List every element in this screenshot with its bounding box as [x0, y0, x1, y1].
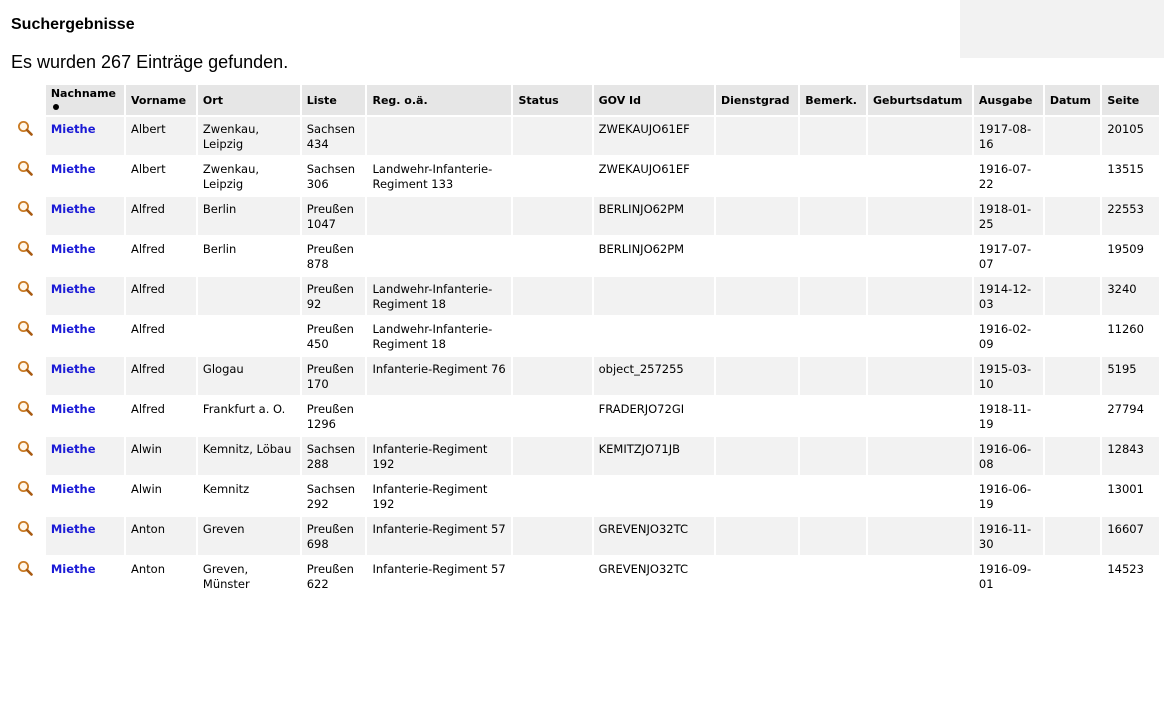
cell-dienstgrad [716, 317, 798, 355]
row-detail-cell [13, 397, 44, 435]
cell-gov: ZWEKAUJO61EF [594, 157, 714, 195]
cell-ort [198, 277, 300, 315]
row-detail-cell [13, 437, 44, 475]
cell-datum [1045, 277, 1101, 315]
column-header-status[interactable] [513, 85, 591, 115]
column-header-label: Bemerk. [805, 93, 857, 107]
cell-nachname [46, 477, 124, 515]
cell-dienstgrad [716, 517, 798, 555]
cell-gov: GREVENJO32TC [594, 557, 714, 595]
cell-seite: 16607 [1102, 517, 1159, 555]
cell-bemerk [800, 557, 866, 595]
cell-reg: Infanterie-Regiment 192 [367, 437, 511, 475]
column-header-label: Status [518, 93, 559, 107]
table-header-row [13, 85, 1159, 115]
header-icon-col [13, 85, 44, 115]
cell-seite: 13515 [1102, 157, 1159, 195]
cell-bemerk [800, 117, 866, 155]
cell-dienstgrad [716, 397, 798, 435]
cell-status [513, 117, 591, 155]
cell-nachname [46, 197, 124, 235]
cell-nachname [46, 157, 124, 195]
cell-datum [1045, 357, 1101, 395]
cell-datum [1045, 117, 1101, 155]
cell-nachname [46, 517, 124, 555]
cell-seite: 12843 [1102, 437, 1159, 475]
cell-datum [1045, 157, 1101, 195]
cell-bemerk [800, 517, 866, 555]
row-detail-cell [13, 317, 44, 355]
cell-liste: Sachsen 434 [302, 117, 366, 155]
cell-vorname: Alfred [126, 357, 196, 395]
column-header-ort[interactable] [198, 85, 300, 115]
cell-bemerk [800, 197, 866, 235]
magnifier-icon[interactable] [17, 120, 33, 136]
cell-dienstgrad [716, 437, 798, 475]
cell-geburtsdatum [868, 517, 972, 555]
cell-nachname [46, 117, 124, 155]
table-row [13, 117, 1159, 155]
surname-link[interactable]: Miethe [50, 322, 96, 336]
surname-link[interactable]: Miethe [50, 202, 96, 216]
sidebar-panel [960, 0, 1164, 58]
cell-ort: Kemnitz [198, 477, 300, 515]
cell-geburtsdatum [868, 437, 972, 475]
cell-seite: 5195 [1102, 357, 1159, 395]
table-row [13, 237, 1159, 275]
cell-seite: 22553 [1102, 197, 1159, 235]
column-header-label: Datum [1049, 93, 1091, 107]
surname-link[interactable]: Miethe [50, 122, 96, 136]
table-row [13, 437, 1159, 475]
cell-status [513, 437, 591, 475]
surname-link[interactable]: Miethe [50, 162, 96, 176]
column-header-dienstgrad[interactable] [716, 85, 798, 115]
cell-geburtsdatum [868, 477, 972, 515]
cell-status [513, 357, 591, 395]
cell-liste: Preußen 622 [302, 557, 366, 595]
magnifier-icon[interactable] [17, 400, 33, 416]
cell-liste: Sachsen 288 [302, 437, 366, 475]
column-header-datum[interactable] [1045, 85, 1101, 115]
column-header-bemerk[interactable] [800, 85, 866, 115]
column-header-label: Reg. o.ä. [372, 93, 428, 107]
table-row [13, 317, 1159, 355]
cell-bemerk [800, 317, 866, 355]
magnifier-icon[interactable] [17, 440, 33, 456]
cell-ausgabe: 1916-09-01 [974, 557, 1043, 595]
cell-reg [367, 237, 511, 275]
cell-geburtsdatum [868, 317, 972, 355]
cell-seite: 14523 [1102, 557, 1159, 595]
cell-gov: object_257255 [594, 357, 714, 395]
magnifier-icon[interactable] [17, 480, 33, 496]
magnifier-icon[interactable] [17, 160, 33, 176]
column-header-label: Vorname [131, 93, 187, 107]
cell-status [513, 277, 591, 315]
table-row [13, 157, 1159, 195]
cell-ort: Zwenkau, Leipzig [198, 157, 300, 195]
cell-bemerk [800, 237, 866, 275]
cell-datum [1045, 517, 1101, 555]
cell-vorname: Alfred [126, 317, 196, 355]
column-header-label: Ort [202, 93, 223, 107]
cell-liste: Preußen 878 [302, 237, 366, 275]
cell-liste: Preußen 170 [302, 357, 366, 395]
page-title: Suchergebnisse [11, 16, 135, 33]
cell-reg: Landwehr-Infanterie-Regiment 18 [367, 277, 511, 315]
cell-gov: ZWEKAUJO61EF [594, 117, 714, 155]
cell-ort: Berlin [198, 197, 300, 235]
cell-gov: BERLINJO62PM [594, 237, 714, 275]
cell-ort: Greven, Münster [198, 557, 300, 595]
magnifier-icon[interactable] [17, 320, 33, 336]
cell-dienstgrad [716, 157, 798, 195]
cell-vorname: Anton [126, 517, 196, 555]
cell-nachname [46, 357, 124, 395]
cell-dienstgrad [716, 557, 798, 595]
row-detail-cell [13, 197, 44, 235]
cell-bemerk [800, 477, 866, 515]
cell-reg [367, 197, 511, 235]
row-detail-cell [13, 557, 44, 595]
surname-link[interactable]: Miethe [50, 282, 96, 296]
cell-datum [1045, 477, 1101, 515]
row-detail-cell [13, 117, 44, 155]
cell-ort: Kemnitz, Löbau [198, 437, 300, 475]
magnifier-icon[interactable] [17, 200, 33, 216]
cell-status [513, 517, 591, 555]
cell-ausgabe: 1918-01-25 [974, 197, 1043, 235]
cell-vorname: Alwin [126, 477, 196, 515]
magnifier-icon[interactable] [17, 280, 33, 296]
cell-nachname [46, 437, 124, 475]
cell-gov: GREVENJO32TC [594, 517, 714, 555]
row-detail-cell [13, 357, 44, 395]
cell-gov: FRADERJO72GI [594, 397, 714, 435]
cell-dienstgrad [716, 277, 798, 315]
row-detail-cell [13, 477, 44, 515]
column-header-label: Nachname [50, 87, 117, 100]
result-count: Es wurden 267 Einträge gefunden. [11, 52, 289, 72]
cell-gov: KEMITZJO71JB [594, 437, 714, 475]
magnifier-icon[interactable] [17, 240, 33, 256]
cell-vorname: Anton [126, 557, 196, 595]
cell-gov [594, 277, 714, 315]
surname-link[interactable]: Miethe [50, 482, 96, 496]
cell-nachname [46, 237, 124, 275]
column-header-label: Geburtsdatum [873, 93, 963, 107]
cell-ausgabe: 1916-11-30 [974, 517, 1043, 555]
cell-nachname [46, 317, 124, 355]
magnifier-icon[interactable] [17, 560, 33, 576]
cell-vorname: Alfred [126, 397, 196, 435]
cell-vorname: Albert [126, 117, 196, 155]
results-table [11, 83, 1161, 597]
cell-reg: Infanterie-Regiment 76 [367, 357, 511, 395]
magnifier-icon[interactable] [17, 520, 33, 536]
cell-dienstgrad [716, 237, 798, 275]
cell-ausgabe: 1917-07-07 [974, 237, 1043, 275]
row-detail-cell [13, 277, 44, 315]
cell-liste: Preußen 1047 [302, 197, 366, 235]
cell-dienstgrad [716, 197, 798, 235]
cell-reg: Infanterie-Regiment 57 [367, 557, 511, 595]
surname-link[interactable]: Miethe [50, 562, 96, 576]
table-row [13, 397, 1159, 435]
column-header-label: Ausgabe [978, 93, 1033, 107]
row-detail-cell [13, 237, 44, 275]
column-header-reg-o[interactable] [367, 85, 511, 115]
cell-liste: Sachsen 306 [302, 157, 366, 195]
column-header-seite[interactable] [1102, 85, 1159, 115]
surname-link[interactable]: Miethe [50, 242, 96, 256]
column-header-liste[interactable] [302, 85, 366, 115]
cell-geburtsdatum [868, 117, 972, 155]
cell-datum [1045, 237, 1101, 275]
column-header-vorname[interactable] [126, 85, 196, 115]
cell-bemerk [800, 157, 866, 195]
cell-vorname: Albert [126, 157, 196, 195]
cell-ort: Zwenkau, Leipzig [198, 117, 300, 155]
cell-geburtsdatum [868, 277, 972, 315]
cell-bemerk [800, 437, 866, 475]
surname-link[interactable]: Miethe [50, 442, 96, 456]
cell-nachname [46, 397, 124, 435]
cell-seite: 19509 [1102, 237, 1159, 275]
cell-ausgabe: 1918-11-19 [974, 397, 1043, 435]
cell-reg [367, 397, 511, 435]
cell-geburtsdatum [868, 557, 972, 595]
cell-liste: Preußen 450 [302, 317, 366, 355]
cell-reg: Landwehr-Infanterie-Regiment 133 [367, 157, 511, 195]
column-header-label: Liste [306, 93, 337, 107]
cell-vorname: Alfred [126, 197, 196, 235]
cell-gov: BERLINJO62PM [594, 197, 714, 235]
cell-status [513, 557, 591, 595]
cell-ort: Greven [198, 517, 300, 555]
cell-reg: Landwehr-Infanterie-Regiment 18 [367, 317, 511, 355]
table-row [13, 197, 1159, 235]
cell-gov [594, 477, 714, 515]
cell-status [513, 397, 591, 435]
cell-seite: 11260 [1102, 317, 1159, 355]
row-detail-cell [13, 517, 44, 555]
cell-bemerk [800, 357, 866, 395]
cell-dienstgrad [716, 477, 798, 515]
cell-vorname: Alwin [126, 437, 196, 475]
column-header-geburtsdatum[interactable] [868, 85, 972, 115]
table-row [13, 557, 1159, 595]
column-header-nachname[interactable] [46, 85, 124, 115]
cell-liste: Preußen 92 [302, 277, 366, 315]
sort-indicator-icon [53, 104, 59, 110]
cell-ausgabe: 1917-08-16 [974, 117, 1043, 155]
cell-geburtsdatum [868, 197, 972, 235]
cell-status [513, 317, 591, 355]
cell-ausgabe: 1915-03-10 [974, 357, 1043, 395]
cell-ausgabe: 1914-12-03 [974, 277, 1043, 315]
results-body [13, 117, 1159, 595]
surname-link[interactable]: Miethe [50, 522, 96, 536]
cell-status [513, 237, 591, 275]
cell-liste: Sachsen 292 [302, 477, 366, 515]
table-row [13, 477, 1159, 515]
cell-datum [1045, 397, 1101, 435]
cell-datum [1045, 317, 1101, 355]
row-detail-cell [13, 157, 44, 195]
magnifier-icon[interactable] [17, 360, 33, 376]
cell-reg: Infanterie-Regiment 57 [367, 517, 511, 555]
cell-seite: 13001 [1102, 477, 1159, 515]
cell-ausgabe: 1916-07-22 [974, 157, 1043, 195]
cell-ort: Frankfurt a. O. [198, 397, 300, 435]
column-header-label: Seite [1107, 93, 1140, 107]
surname-link[interactable]: Miethe [50, 362, 96, 376]
cell-status [513, 157, 591, 195]
cell-liste: Preußen 698 [302, 517, 366, 555]
cell-bemerk [800, 277, 866, 315]
column-header-label: Dienstgrad [720, 93, 790, 107]
cell-status [513, 477, 591, 515]
cell-ausgabe: 1916-02-09 [974, 317, 1043, 355]
cell-liste: Preußen 1296 [302, 397, 366, 435]
cell-seite: 3240 [1102, 277, 1159, 315]
cell-vorname: Alfred [126, 237, 196, 275]
cell-ort: Glogau [198, 357, 300, 395]
cell-seite: 20105 [1102, 117, 1159, 155]
cell-nachname [46, 557, 124, 595]
cell-dienstgrad [716, 357, 798, 395]
cell-nachname [46, 277, 124, 315]
cell-bemerk [800, 397, 866, 435]
table-row [13, 517, 1159, 555]
surname-link[interactable]: Miethe [50, 402, 96, 416]
cell-geburtsdatum [868, 357, 972, 395]
cell-geburtsdatum [868, 157, 972, 195]
cell-datum [1045, 197, 1101, 235]
cell-status [513, 197, 591, 235]
cell-vorname: Alfred [126, 277, 196, 315]
cell-ausgabe: 1916-06-19 [974, 477, 1043, 515]
cell-reg [367, 117, 511, 155]
cell-seite: 27794 [1102, 397, 1159, 435]
cell-ausgabe: 1916-06-08 [974, 437, 1043, 475]
cell-gov [594, 317, 714, 355]
column-header-label: GOV Id [598, 93, 642, 107]
table-row [13, 357, 1159, 395]
cell-dienstgrad [716, 117, 798, 155]
table-row [13, 277, 1159, 315]
column-header-gov-id[interactable] [594, 85, 714, 115]
cell-datum [1045, 437, 1101, 475]
cell-geburtsdatum [868, 397, 972, 435]
cell-ort: Berlin [198, 237, 300, 275]
cell-reg: Infanterie-Regiment 192 [367, 477, 511, 515]
cell-geburtsdatum [868, 237, 972, 275]
cell-ort [198, 317, 300, 355]
column-header-ausgabe[interactable] [974, 85, 1043, 115]
cell-datum [1045, 557, 1101, 595]
